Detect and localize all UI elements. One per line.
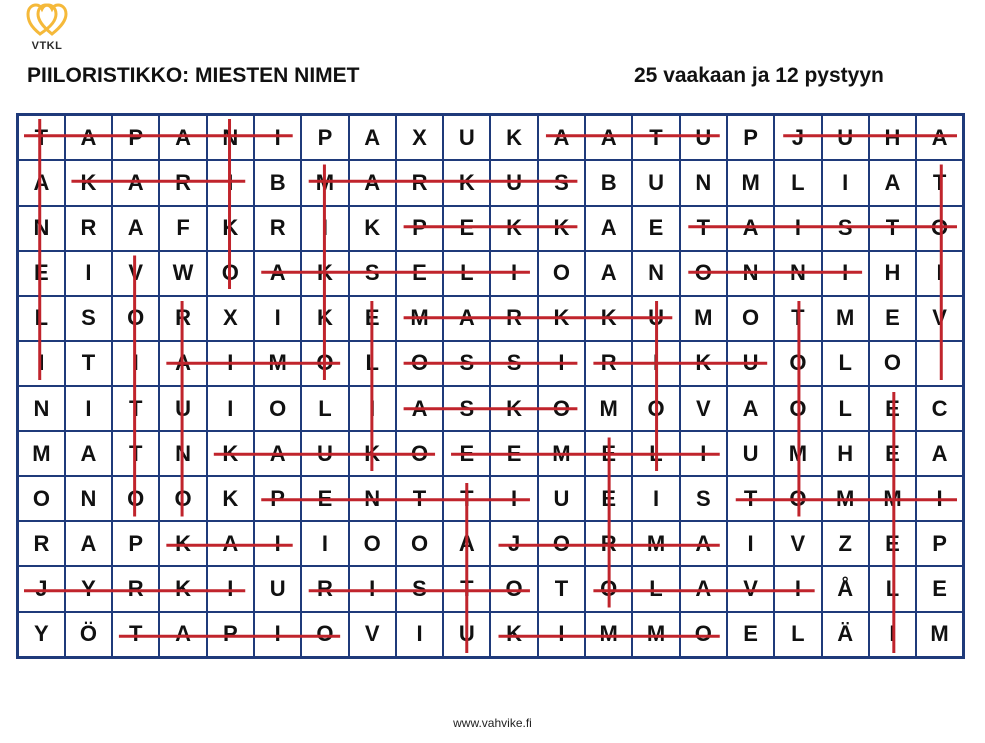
grid-cell: O (632, 386, 679, 431)
grid-cell: E (869, 296, 916, 341)
grid-cell: A (585, 206, 632, 251)
grid-cell: U (443, 115, 490, 161)
grid-cell: L (822, 341, 869, 386)
grid-cell: S (349, 251, 396, 296)
grid-cell: I (822, 251, 869, 296)
grid-cell: T (869, 206, 916, 251)
grid-cell: E (301, 476, 348, 521)
grid-cell: E (18, 251, 65, 296)
grid-cell: R (159, 160, 206, 205)
grid-cell: I (490, 476, 537, 521)
grid-cell: O (18, 476, 65, 521)
grid-cell: U (254, 566, 301, 611)
grid-cell: I (112, 341, 159, 386)
grid-row (18, 160, 964, 205)
grid-row (18, 521, 964, 566)
grid-cell: E (490, 431, 537, 476)
grid-cell: E (916, 566, 963, 611)
grid-cell: O (159, 476, 206, 521)
footer-url: www.vahvike.fi (453, 716, 532, 730)
grid-cell: V (916, 296, 963, 341)
grid-cell: T (538, 566, 585, 611)
grid-cell: L (301, 386, 348, 431)
grid-cell: I (538, 612, 585, 658)
grid-cell: J (18, 566, 65, 611)
grid-cell: A (254, 431, 301, 476)
grid-cell: M (822, 476, 869, 521)
grid-row (18, 386, 964, 431)
grid-cell: I (207, 566, 254, 611)
grid-cell: A (585, 115, 632, 161)
grid-cell: O (680, 612, 727, 658)
grid-cell: P (396, 206, 443, 251)
grid-cell: L (822, 386, 869, 431)
grid-cell: Y (65, 566, 112, 611)
grid-cell: I (207, 386, 254, 431)
grid-cell: I (916, 476, 963, 521)
grid-cell: K (301, 296, 348, 341)
grid-cell: M (916, 612, 963, 658)
grid-cell: K (538, 296, 585, 341)
grid-cell: K (207, 431, 254, 476)
grid-cell: I (727, 521, 774, 566)
grid-cell: Ö (65, 612, 112, 658)
grid-cell: O (680, 251, 727, 296)
grid-cell: N (159, 431, 206, 476)
grid-cell: O (301, 612, 348, 658)
grid-cell: E (443, 206, 490, 251)
grid-cell: M (822, 296, 869, 341)
grid-cell: I (254, 521, 301, 566)
grid-cell: I (822, 160, 869, 205)
grid-cell: V (680, 386, 727, 431)
grid-cell: R (585, 521, 632, 566)
grid-cell: A (65, 115, 112, 161)
grid-row (18, 296, 964, 341)
grid-cell: A (396, 386, 443, 431)
grid-cell: A (443, 296, 490, 341)
grid-cell: Å (822, 566, 869, 611)
grid-row (18, 251, 964, 296)
grid-cell: V (349, 612, 396, 658)
grid-cell: S (443, 386, 490, 431)
grid-cell: S (396, 566, 443, 611)
grid-cell: O (349, 521, 396, 566)
grid-cell: A (443, 521, 490, 566)
grid-cell: A (254, 251, 301, 296)
grid-cell: S (443, 341, 490, 386)
grid-cell: U (490, 160, 537, 205)
grid-cell: U (443, 612, 490, 658)
grid-cell: A (585, 251, 632, 296)
grid-cell: L (774, 160, 821, 205)
grid-cell: A (159, 341, 206, 386)
logo (22, 2, 72, 58)
grid-cell: N (680, 160, 727, 205)
grid-cell: P (112, 521, 159, 566)
grid-cell: A (349, 160, 396, 205)
grid-cell: S (65, 296, 112, 341)
double-heart-icon (26, 2, 68, 38)
grid-cell: O (207, 251, 254, 296)
grid-cell: K (585, 296, 632, 341)
grid-cell: N (349, 476, 396, 521)
grid-cell: O (585, 566, 632, 611)
grid-cell: A (916, 431, 963, 476)
grid-cell: I (396, 612, 443, 658)
grid-cell: P (207, 612, 254, 658)
grid-row (18, 476, 964, 521)
grid-cell: I (774, 206, 821, 251)
grid-cell: M (632, 521, 679, 566)
grid-cell: I (538, 341, 585, 386)
grid-cell: T (18, 115, 65, 161)
grid-cell: L (869, 566, 916, 611)
grid-cell: I (65, 251, 112, 296)
grid-cell: O (112, 476, 159, 521)
grid-cell: O (254, 386, 301, 431)
grid-cell: U (538, 476, 585, 521)
grid-cell: K (490, 115, 537, 161)
grid-cell: V (727, 566, 774, 611)
grid-cell: E (727, 612, 774, 658)
grid-cell: F (159, 206, 206, 251)
grid-cell: R (65, 206, 112, 251)
grid-cell: L (632, 566, 679, 611)
grid-row (18, 206, 964, 251)
grid-cell: P (916, 521, 963, 566)
grid-cell: M (538, 431, 585, 476)
grid-row (18, 341, 964, 386)
grid-cell: I (254, 612, 301, 658)
grid-cell: I (632, 341, 679, 386)
grid-cell: L (632, 431, 679, 476)
grid-cell: U (159, 386, 206, 431)
grid-cell: U (822, 115, 869, 161)
grid-cell: I (301, 521, 348, 566)
grid-cell: A (159, 115, 206, 161)
grid-cell: U (727, 341, 774, 386)
grid-cell: M (632, 612, 679, 658)
grid-cell: K (349, 206, 396, 251)
grid-cell: K (159, 566, 206, 611)
grid-cell: X (396, 115, 443, 161)
grid-cell: I (349, 386, 396, 431)
grid-cell: M (396, 296, 443, 341)
grid-cell: N (18, 386, 65, 431)
grid-cell: I (301, 206, 348, 251)
grid-cell: M (680, 296, 727, 341)
grid-cell: O (774, 386, 821, 431)
grid-cell: N (727, 251, 774, 296)
word-search-grid (16, 113, 965, 659)
grid-cell: A (680, 566, 727, 611)
grid-cell: M (254, 341, 301, 386)
grid-cell: I (207, 341, 254, 386)
grid-cell: P (727, 115, 774, 161)
grid-cell: O (869, 341, 916, 386)
grid-cell: R (112, 566, 159, 611)
grid-cell: K (159, 521, 206, 566)
grid-cell: O (727, 296, 774, 341)
grid-cell: T (112, 612, 159, 658)
grid-row (18, 566, 964, 611)
grid-cell: I (254, 296, 301, 341)
grid-cell: I (869, 612, 916, 658)
grid-cell: R (490, 296, 537, 341)
grid-cell: S (822, 206, 869, 251)
grid-cell: R (18, 521, 65, 566)
grid-cell: A (65, 521, 112, 566)
grid-cell: O (490, 566, 537, 611)
grid-cell: N (207, 115, 254, 161)
grid-cell: R (396, 160, 443, 205)
grid-cell: E (585, 431, 632, 476)
grid-cell: O (396, 341, 443, 386)
grid-cell: R (254, 206, 301, 251)
grid-cell: A (869, 160, 916, 205)
grid-cell: P (254, 476, 301, 521)
grid-cell: T (443, 566, 490, 611)
grid-table (16, 113, 965, 659)
grid-cell: A (349, 115, 396, 161)
grid-cell: I (490, 251, 537, 296)
grid-cell: O (774, 341, 821, 386)
grid-cell: E (349, 296, 396, 341)
grid-cell: C (916, 386, 963, 431)
grid-row (18, 115, 964, 161)
grid-cell: V (112, 251, 159, 296)
grid-cell: E (632, 206, 679, 251)
grid-cell: B (585, 160, 632, 205)
grid-cell: A (538, 115, 585, 161)
grid-cell: M (585, 386, 632, 431)
grid-cell: V (774, 521, 821, 566)
grid-row (18, 612, 964, 658)
grid-cell: N (65, 476, 112, 521)
grid-cell: T (112, 431, 159, 476)
grid-cell: O (538, 386, 585, 431)
grid-cell: S (490, 341, 537, 386)
grid-cell: T (112, 386, 159, 431)
grid-cell: E (396, 251, 443, 296)
grid-cell: A (727, 206, 774, 251)
grid-cell: R (301, 566, 348, 611)
grid-cell: U (632, 160, 679, 205)
grid-cell: J (490, 521, 537, 566)
grid-cell: M (869, 476, 916, 521)
grid-cell: E (869, 521, 916, 566)
grid-cell: T (727, 476, 774, 521)
grid-cell: K (490, 206, 537, 251)
grid-cell: E (869, 431, 916, 476)
grid-cell: T (396, 476, 443, 521)
grid-cell: H (869, 115, 916, 161)
grid-cell: M (774, 431, 821, 476)
grid-cell: E (585, 476, 632, 521)
grid-cell: I (65, 386, 112, 431)
grid-cell: A (916, 115, 963, 161)
grid-cell: I (916, 251, 963, 296)
grid-cell: M (727, 160, 774, 205)
grid-cell: W (159, 251, 206, 296)
grid-cell: U (632, 296, 679, 341)
grid-cell: A (207, 521, 254, 566)
grid-cell: K (65, 160, 112, 205)
grid-cell: S (538, 160, 585, 205)
grid-cell: K (443, 160, 490, 205)
grid-cell: H (869, 251, 916, 296)
grid-cell: H (822, 431, 869, 476)
grid-cell: O (774, 476, 821, 521)
grid-cell: A (112, 206, 159, 251)
grid-cell: U (680, 115, 727, 161)
grid-cell: A (727, 386, 774, 431)
grid-cell: T (916, 160, 963, 205)
grid-cell: I (349, 566, 396, 611)
grid-cell: U (727, 431, 774, 476)
grid-cell: K (349, 431, 396, 476)
grid-cell: I (18, 341, 65, 386)
grid-cell: T (65, 341, 112, 386)
grid-cell: L (443, 251, 490, 296)
grid-cell: K (490, 386, 537, 431)
grid-cell: P (112, 115, 159, 161)
grid-cell: I (254, 115, 301, 161)
grid-cell: J (774, 115, 821, 161)
grid-cell: O (301, 341, 348, 386)
grid-cell: L (349, 341, 396, 386)
grid-cell: O (916, 206, 963, 251)
grid-cell: M (301, 160, 348, 205)
grid-cell: O (538, 251, 585, 296)
grid-cell: M (585, 612, 632, 658)
grid-cell: I (680, 431, 727, 476)
grid-cell: T (680, 206, 727, 251)
grid-cell: K (538, 206, 585, 251)
page-subtitle: 25 vaakaan ja 12 pystyyn (634, 64, 884, 87)
grid-cell: K (680, 341, 727, 386)
grid-cell: O (538, 521, 585, 566)
grid-cell: A (18, 160, 65, 205)
grid-cell: O (396, 521, 443, 566)
grid-cell: Z (822, 521, 869, 566)
grid-cell: T (443, 476, 490, 521)
grid-cell: L (774, 612, 821, 658)
grid-cell: R (585, 341, 632, 386)
grid-cell: N (632, 251, 679, 296)
grid-cell: A (159, 612, 206, 658)
grid-cell: B (254, 160, 301, 205)
grid-cell: K (207, 206, 254, 251)
grid-cell: Ä (822, 612, 869, 658)
grid-cell: S (680, 476, 727, 521)
grid-cell: A (112, 160, 159, 205)
grid-cell: E (443, 431, 490, 476)
grid-cell: A (680, 521, 727, 566)
grid-cell: K (207, 476, 254, 521)
grid-cell: E (869, 386, 916, 431)
grid-cell: T (632, 115, 679, 161)
grid-cell: K (490, 612, 537, 658)
grid-cell: O (112, 296, 159, 341)
grid-cell: P (301, 115, 348, 161)
grid-cell: O (396, 431, 443, 476)
grid-cell: N (774, 251, 821, 296)
grid-row (18, 431, 964, 476)
grid-cell: I (774, 566, 821, 611)
grid-cell: A (65, 431, 112, 476)
grid-cell: I (207, 160, 254, 205)
grid-cell: I (632, 476, 679, 521)
grid-cell (916, 341, 963, 386)
logo-text: VTKL (31, 40, 63, 52)
grid-cell: U (301, 431, 348, 476)
grid-cell: M (18, 431, 65, 476)
grid-cell: Y (18, 612, 65, 658)
grid-cell: L (18, 296, 65, 341)
grid-cell: X (207, 296, 254, 341)
grid-cell: K (301, 251, 348, 296)
page-title: PIILORISTIKKO: MIESTEN NIMET (27, 64, 360, 87)
grid-cell: R (159, 296, 206, 341)
grid-cell: T (774, 296, 821, 341)
grid-cell: N (18, 206, 65, 251)
